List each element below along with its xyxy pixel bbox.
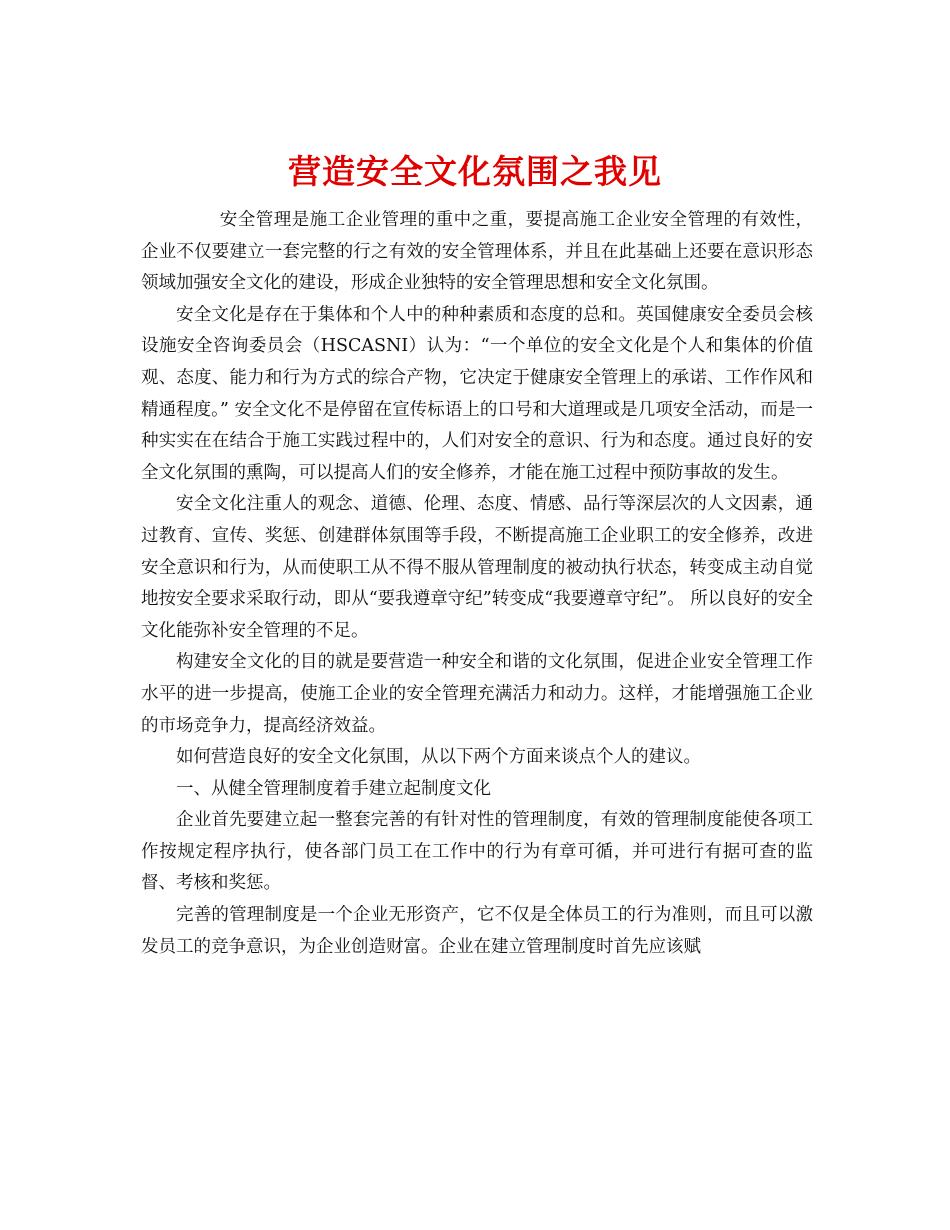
section-heading: 一、从健全管理制度着手建立起制度文化 [176,778,491,799]
paragraph: 构建安全文化的目的就是要营造一种安全和谐的文化氛围，促进企业安全管理工作水平的进一步提高，使施工企业的安全管理充满活力和动力。这样，才能增强施工企业的市场竞争力，提高经济效益。 [141,652,813,736]
paragraph: 如何营造良好的安全文化氛围，从以下两个方面来谈点个人的建议。 [176,747,701,768]
document-title: 营造安全文化氛围之我见 [288,152,662,192]
paragraph: 安全文化是存在于集体和个人中的种种素质和态度的总和。英国健康安全委员会核设施安全咨询委员会（HSCASNI）认为：“一个单位的安全文化是个人和集体的价值观、态度、能力和行为方式的综合产物，它决定于健康安全管理上的承诺、工作作风和精通程度。” 安全文化不是停留在宣传标语上的口号和大道理或是几项安全活动，而是一种实实在在结合于施工实践过程中的，人们对安全的意识、行为和态度。通过良好的安全文化氛围的熏陶，可以提高人们的安全修养，才能在施工过程中预防事故的发生。 [141,304,813,483]
paragraph: 企业首先要建立起一整套完善的有针对性的管理制度，有效的管理制度能使各项工作按规定程序执行，使各部门员工在工作中的行为有章可循，并可进行有据可查的监督、考核和奖惩。 [141,810,813,894]
document-body [141,205,813,963]
paragraph: 安全管理是施工企业管理的重中之重，要提高施工企业安全管理的有效性，企业不仅要建立一套完整的行之有效的安全管理体系，并且在此基础上还要在意识形态领域加强安全文化的建设，形成企业独特的安全管理思想和安全文化氛围。 [141,210,813,294]
paragraph: 完善的管理制度是一个企业无形资产，它不仅是全体员工的行为准则，而且可以激发员工的竞争意识，为企业创造财富。企业在建立管理制度时首先应该赋 [141,905,813,957]
paragraph: 安全文化注重人的观念、道德、伦理、态度、情感、品行等深层次的人文因素，通过教育、宣传、奖惩、创建群体氛围等手段，不断提高施工企业职工的安全修养，改进安全意识和行为，从而使职工从不得不服从管理制度的被动执行状态，转变成主动自觉地按安全要求采取行动，即从“要我遵章守纪”转变成“我要遵章守纪”。 所以良好的安全文化能弥补安全管理的不足。 [141,494,813,641]
